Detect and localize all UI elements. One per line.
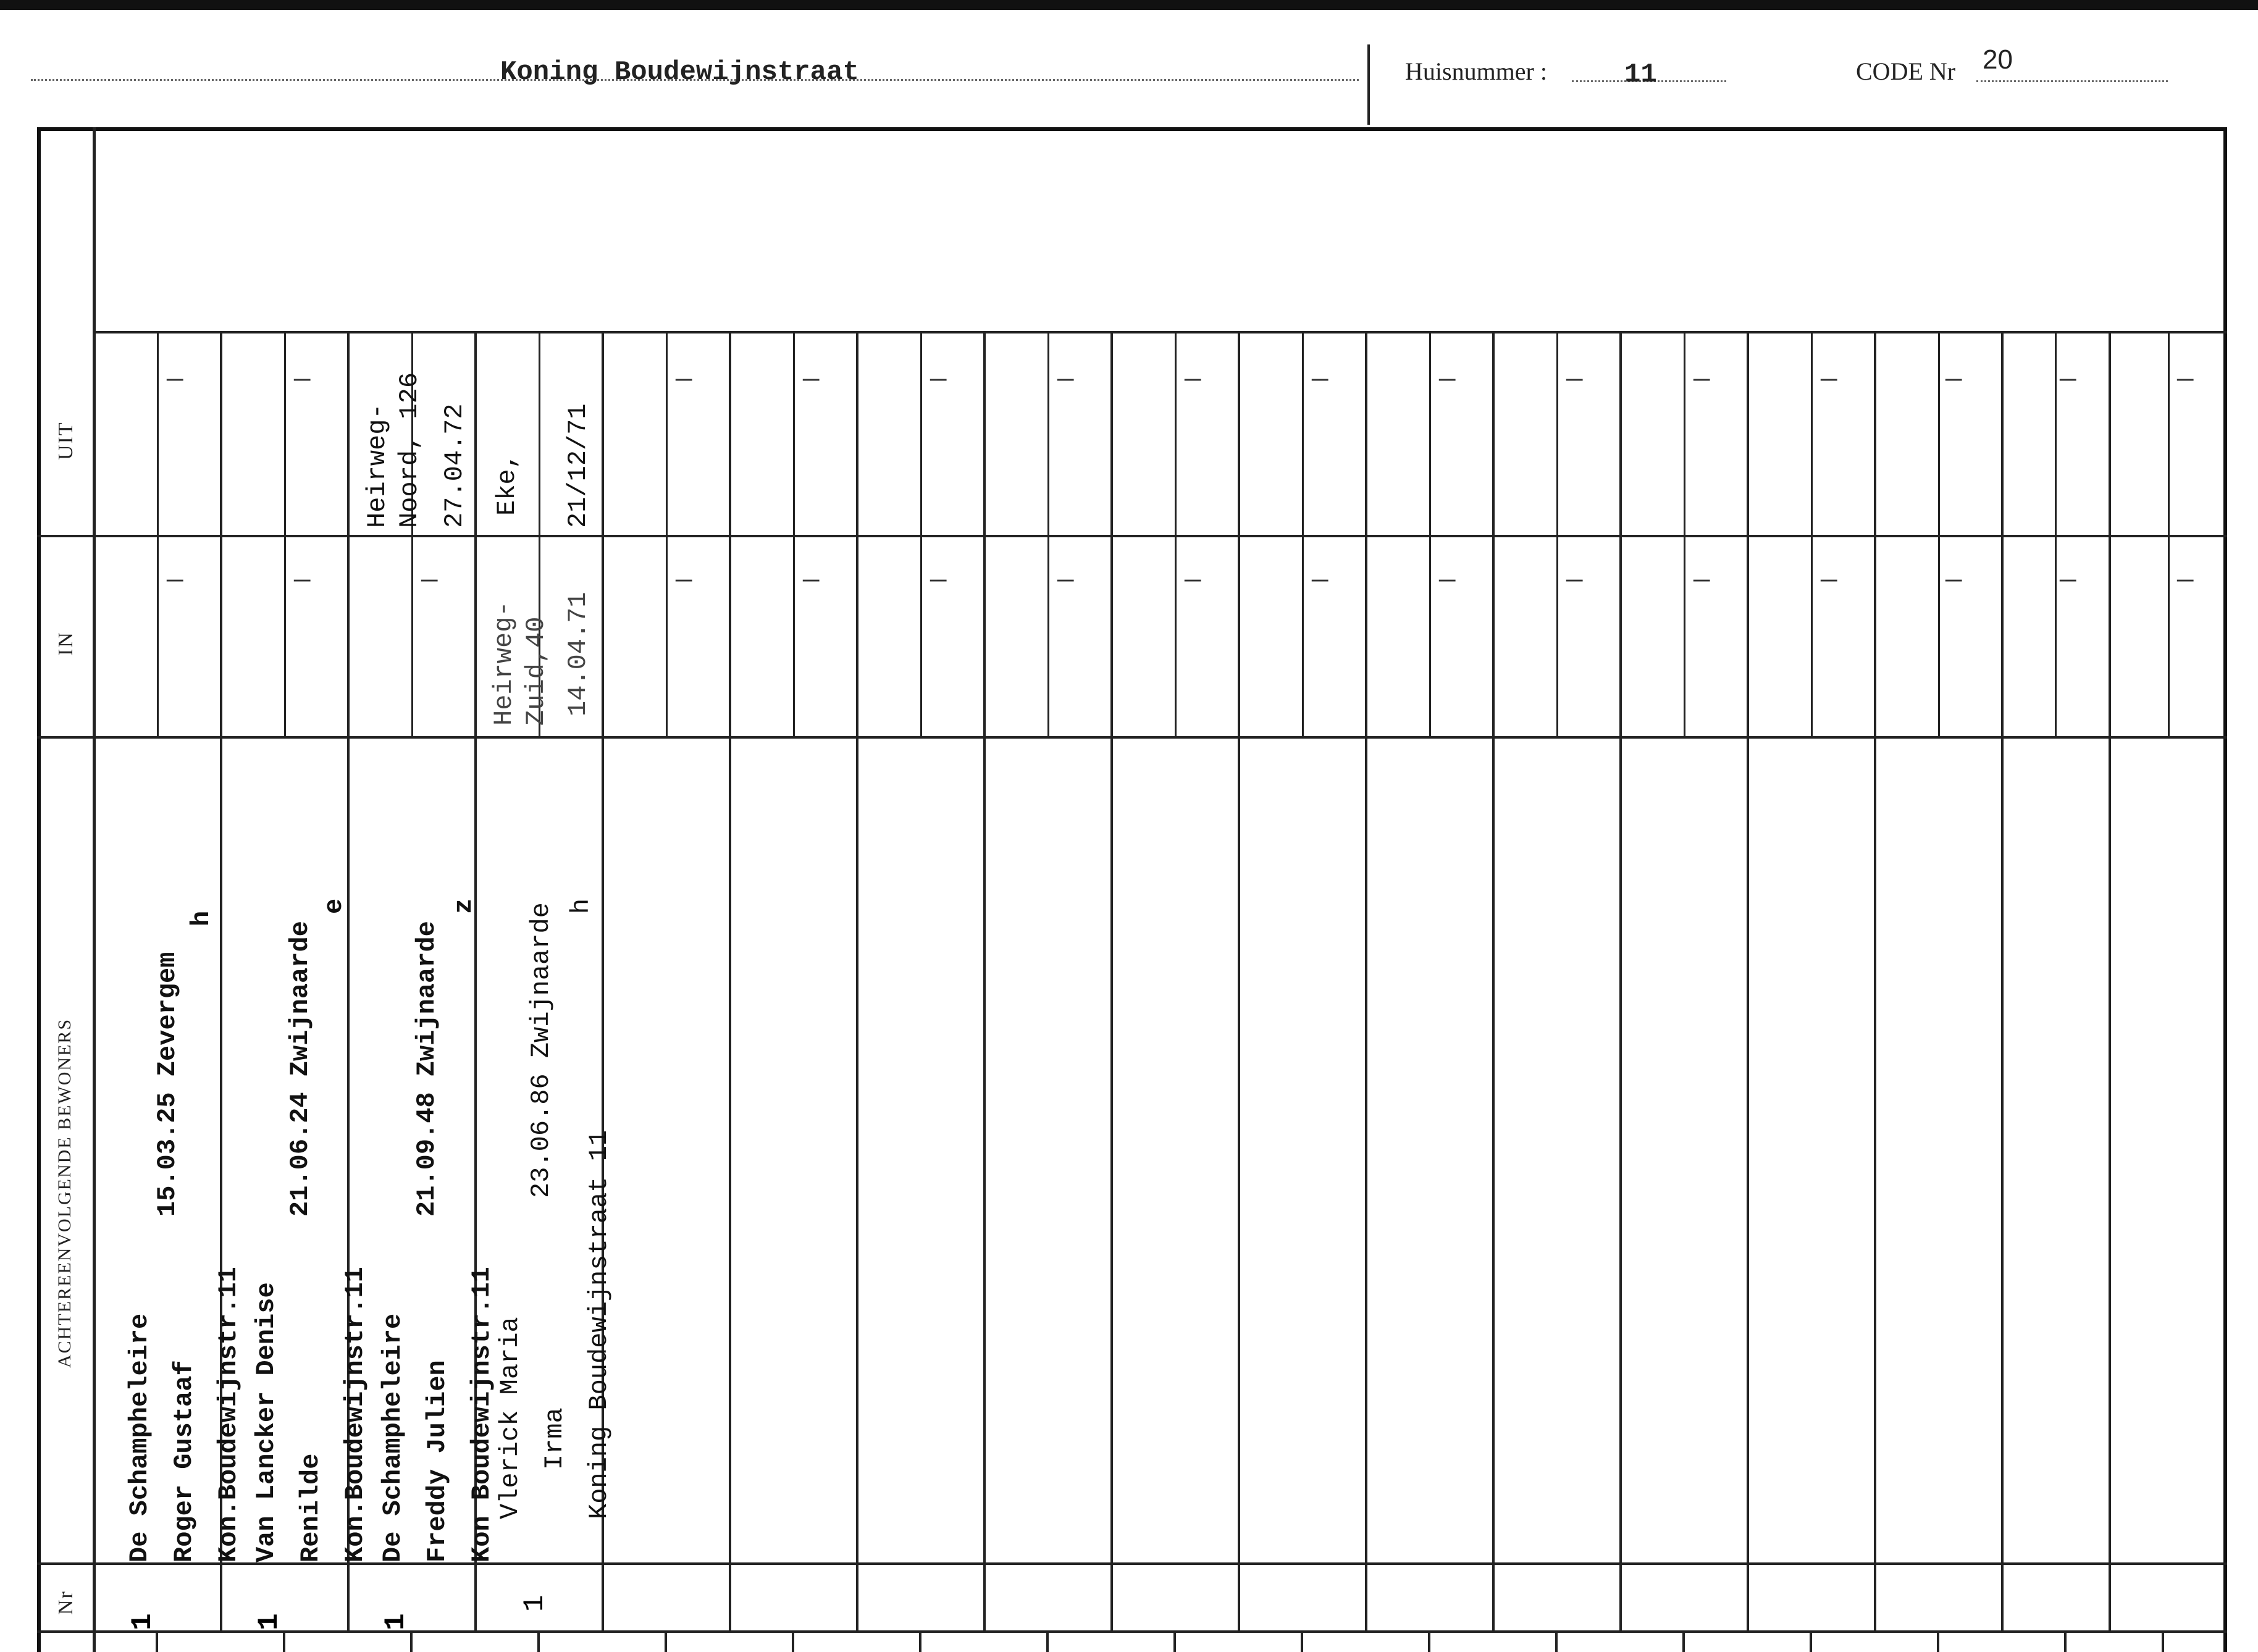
nr-top-line xyxy=(37,1562,2227,1565)
uit-label: UIT xyxy=(54,421,77,460)
sub-divider xyxy=(2168,331,2170,736)
resident-2-suffix: e xyxy=(319,898,349,914)
resident-2-nr: 1 xyxy=(253,1613,285,1630)
resident-3-out-place-line-2: Noord, 126 xyxy=(395,372,424,528)
in-dash: — xyxy=(1945,565,1962,596)
resident-3-line-2: Freddy Julien xyxy=(422,1360,452,1562)
sub-divider xyxy=(157,331,159,736)
residents-top-line xyxy=(37,736,2227,739)
tick xyxy=(2064,1630,2067,1652)
uit-dash: — xyxy=(1185,364,1201,395)
uit-dash: — xyxy=(1566,364,1583,395)
in-dash: — xyxy=(2177,565,2194,596)
column-divider xyxy=(1619,331,1622,1630)
top-border xyxy=(0,0,2258,10)
sub-divider xyxy=(1811,331,1813,736)
residents-label: ACHTEREENVOLGENDE BEWONERS xyxy=(54,1018,75,1368)
resident-3-out-place xyxy=(355,372,432,528)
column-divider xyxy=(2109,331,2111,1630)
tick xyxy=(1428,1630,1430,1652)
resident-4-in-date: 14.04.71 xyxy=(563,592,593,716)
in-dash: — xyxy=(421,565,438,596)
in-dash: — xyxy=(294,565,311,596)
column-divider xyxy=(856,331,858,1630)
resident-4-line-3: Koning Boudewijnstraat 11 xyxy=(584,1130,614,1519)
column-divider xyxy=(983,331,986,1630)
resident-1-line-2: Roger Gustaaf xyxy=(169,1360,199,1562)
sub-divider xyxy=(1684,331,1685,736)
sub-divider xyxy=(1556,331,1558,736)
in-dash: — xyxy=(2060,565,2076,596)
sub-divider xyxy=(1175,331,1177,736)
tick xyxy=(1173,1630,1176,1652)
tick xyxy=(919,1630,921,1652)
uit-dash: — xyxy=(1312,364,1328,395)
code-dotted-line xyxy=(1976,80,2168,82)
uit-dash: — xyxy=(294,364,311,395)
resident-3-nr: 1 xyxy=(380,1613,412,1630)
in-dash: — xyxy=(167,565,183,596)
in-dash: — xyxy=(1439,565,1456,596)
uit-dash: — xyxy=(1057,364,1074,395)
resident-3-suffix: z xyxy=(449,898,479,914)
tick xyxy=(792,1630,794,1652)
sub-divider xyxy=(284,331,286,736)
in-dash: — xyxy=(1694,565,1710,596)
sub-divider xyxy=(2055,331,2057,736)
uit-dash: — xyxy=(930,364,947,395)
tick xyxy=(1555,1630,1558,1652)
house-number-label: Huisnummer : xyxy=(1405,57,1547,85)
resident-1-name xyxy=(117,1267,251,1562)
tick xyxy=(283,1630,285,1652)
resident-4-in-place-line-1: Heirweg- xyxy=(489,601,519,726)
uit-dash: — xyxy=(2060,364,2076,395)
tick xyxy=(1810,1630,1812,1652)
uit-dash: — xyxy=(1821,364,1837,395)
resident-4-nr: 1 xyxy=(519,1595,551,1612)
resident-1-nr: 1 xyxy=(127,1613,159,1630)
resident-3-line-3: Kon Boudewijnstr.11 xyxy=(467,1267,497,1562)
tick xyxy=(156,1630,158,1652)
uit-dash: — xyxy=(167,364,183,395)
in-top-line xyxy=(37,535,2227,537)
resident-3-out-date: 27.04.72 xyxy=(440,403,469,528)
sub-divider xyxy=(1302,331,1304,736)
resident-4-birth: 23.06.86 Zwijnaarde xyxy=(526,902,556,1198)
uit-dash: — xyxy=(2177,364,2194,395)
resident-4-suffix: h xyxy=(566,898,596,914)
resident-2-line-1: Van Lancker Denise xyxy=(251,1282,281,1562)
sub-divider xyxy=(1938,331,1940,736)
resident-4-out-date: 21/12/71 xyxy=(563,403,593,528)
column-divider xyxy=(1238,331,1240,1630)
tick xyxy=(537,1630,540,1652)
resident-4-in-place-line-2: Zuid,40 xyxy=(521,616,551,726)
in-dash: — xyxy=(1566,565,1583,596)
uit-dash: — xyxy=(1694,364,1710,395)
in-dash: — xyxy=(1185,565,1201,596)
house-number-value: 11 xyxy=(1624,59,1657,90)
label-column-divider xyxy=(93,127,96,1652)
code-label: CODE Nr xyxy=(1856,57,1956,85)
street-name: Koning Boudewijnstraat xyxy=(500,57,859,88)
tick xyxy=(1046,1630,1049,1652)
in-dash: — xyxy=(1821,565,1837,596)
uit-dash: — xyxy=(1439,364,1456,395)
resident-2-name xyxy=(244,1267,377,1562)
column-divider xyxy=(729,331,731,1630)
code-value: 20 xyxy=(1983,44,2013,75)
resident-1-line-3: Kon.Boudewijnstr.11 xyxy=(214,1267,243,1562)
resident-3-out-place-line-1: Heirweg- xyxy=(363,403,392,528)
resident-2-line-3: Kon.Boudewijnstr.11 xyxy=(340,1267,370,1562)
sub-divider xyxy=(1429,331,1431,736)
in-label: IN xyxy=(54,631,77,656)
tick xyxy=(665,1630,667,1652)
resident-3-line-1: De Schampheleire xyxy=(378,1313,408,1562)
in-dash: — xyxy=(1312,565,1328,596)
sub-divider xyxy=(793,331,795,736)
in-dash: — xyxy=(1057,565,1074,596)
resident-3-name xyxy=(371,1267,504,1562)
resident-4-out-place: Eke, xyxy=(492,453,522,516)
uit-dash: — xyxy=(676,364,692,395)
column-divider xyxy=(1365,331,1367,1630)
in-dash: — xyxy=(803,565,820,596)
in-dash: — xyxy=(676,565,692,596)
resident-1-birth: 15.03.25 Zevergem xyxy=(153,952,182,1217)
tick xyxy=(1682,1630,1685,1652)
resident-4-line-1: Vlerick Maria xyxy=(495,1317,525,1519)
column-divider xyxy=(1874,331,1876,1630)
column-divider xyxy=(2001,331,2004,1630)
column-divider xyxy=(1747,331,1749,1630)
header-divider xyxy=(1367,44,1370,125)
tick xyxy=(410,1630,413,1652)
tick xyxy=(2162,1630,2164,1652)
resident-2-line-2: Renilde xyxy=(296,1453,325,1562)
resident-3-birth: 21.09.48 Zwijnaarde xyxy=(412,921,442,1217)
column-divider xyxy=(1110,331,1113,1630)
resident-2-birth: 21.06.24 Zwijnaarde xyxy=(285,921,315,1217)
column-divider xyxy=(1492,331,1495,1630)
tick xyxy=(1301,1630,1303,1652)
nr-label: Nr xyxy=(54,1590,77,1615)
sub-divider xyxy=(666,331,668,736)
tick xyxy=(1937,1630,1939,1652)
sub-divider xyxy=(920,331,922,736)
sub-divider xyxy=(1047,331,1049,736)
in-dash: — xyxy=(930,565,947,596)
resident-1-suffix: h xyxy=(187,910,216,926)
resident-4-line-2: Irma xyxy=(540,1407,569,1470)
resident-4-in-place xyxy=(482,601,558,726)
bottom-line xyxy=(37,1630,2227,1633)
resident-1-line-1: De Schampheleire xyxy=(125,1313,154,1562)
uit-dash: — xyxy=(803,364,820,395)
uit-dash: — xyxy=(1945,364,1962,395)
